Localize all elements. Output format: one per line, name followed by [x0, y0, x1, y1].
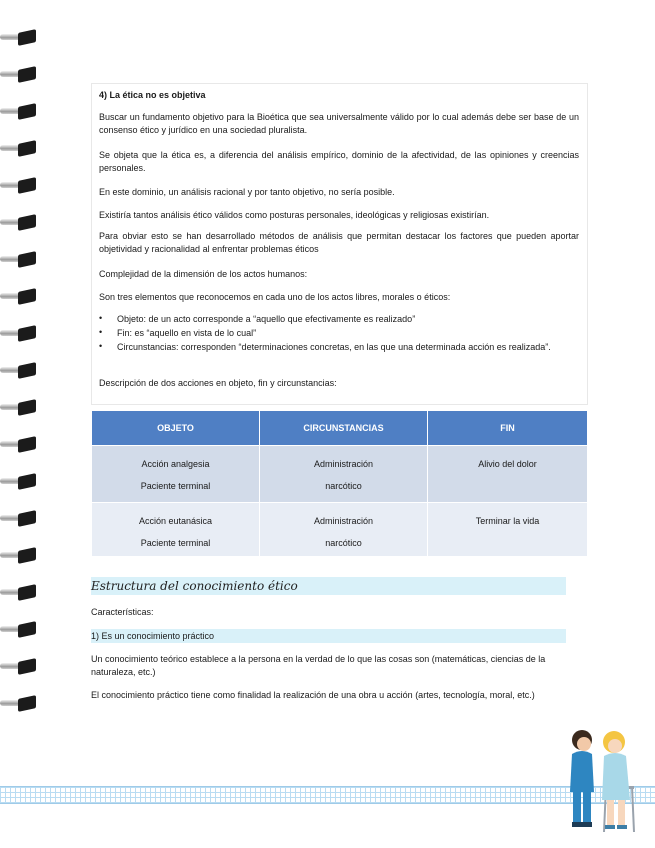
bullet-marker: • [99, 313, 103, 323]
spiral-ring [0, 622, 38, 638]
bullet-marker: • [99, 327, 103, 337]
cell-line: Paciente terminal [140, 538, 211, 548]
cell-objeto [92, 503, 260, 557]
spiral-ring [0, 585, 38, 601]
table-row [92, 446, 588, 503]
grid-border-strip [0, 786, 655, 804]
header-circunstancias: CIRCUNSTANCIAS [260, 411, 428, 446]
cell-circunstancias [260, 503, 428, 557]
paragraph-4: Existiría tantos análisis ético válidos como posturas personales, ideológicas y religiosas existirían. [99, 210, 490, 220]
spiral-ring [0, 215, 38, 231]
spiral-ring [0, 696, 38, 712]
acts-table [91, 410, 588, 557]
spiral-ring [0, 511, 38, 527]
spiral-ring [0, 252, 38, 268]
section-paragraph-1: Un conocimiento teórico establece a la persona en la verdad de lo que las cosas son (matemáticas, ciencias de la naturaleza, etc.) [91, 654, 546, 677]
subsection-heading: 1) Es un conocimiento práctico [91, 629, 566, 643]
nurse-patient-illustration [560, 720, 640, 835]
text-card [91, 83, 588, 405]
spiral-ring [0, 400, 38, 416]
spiral-ring [0, 104, 38, 120]
bullet-marker: • [99, 341, 103, 351]
card-heading: 4) La ética no es objetiva [99, 90, 206, 100]
cell-line: Administración [313, 459, 374, 469]
bullet-item: Objeto: de un acto corresponde a “aquello que efectivamente es realizado” [117, 314, 416, 324]
caracteristicas-label: Características: [91, 607, 154, 617]
cell-fin [428, 503, 588, 557]
cell-line: Terminar la vida [475, 516, 540, 526]
spiral-ring [0, 178, 38, 194]
cell-line: Alivio del dolor [478, 459, 537, 469]
paragraph-1: Buscar un fundamento objetivo para la Bioética que sea universalmente válido por lo cual además debe ser base de un consenso ético y jurídico en una sociedad pluralista. [99, 112, 579, 135]
spiral-ring [0, 437, 38, 453]
spiral-ring [0, 548, 38, 564]
bullet-item: Circunstancias: corresponden “determinaciones concretas, en las que una determinada acción es realizada”. [117, 342, 551, 352]
header-objeto: OBJETO [92, 411, 260, 446]
paragraph-5: Para obviar esto se han desarrollado métodos de análisis que permitan destacar los factores que pueden aportar objetividad y racionalidad al enfrentar problemas éticos [99, 231, 579, 254]
spiral-ring [0, 363, 38, 379]
header-fin: FIN [428, 411, 588, 446]
table-header-row [92, 411, 588, 446]
cell-line: Acción eutanásica [138, 516, 213, 526]
bullet-item: Fin: es “aquello en vista de lo cual” [117, 328, 257, 338]
cell-objeto [92, 446, 260, 503]
spiral-ring [0, 659, 38, 675]
cell-line: narcótico [325, 481, 362, 491]
section-paragraph-2: El conocimiento práctico tiene como finalidad la realización de una obra u acción (artes, tecnología, moral, etc.) [91, 690, 535, 700]
paragraph-7: Son tres elementos que reconocemos en cada uno de los actos libres, morales o éticos: [99, 292, 451, 302]
paragraph-6: Complejidad de la dimensión de los actos humanos: [99, 269, 308, 279]
cell-line: Administración [313, 516, 374, 526]
table-row [92, 503, 588, 557]
paragraph-8: Descripción de dos acciones en objeto, fin y circunstancias: [99, 378, 337, 388]
spiral-ring [0, 474, 38, 490]
spiral-ring [0, 289, 38, 305]
cell-line: Paciente terminal [140, 481, 211, 491]
spiral-ring [0, 30, 38, 46]
cell-line: narcótico [325, 538, 362, 548]
spiral-ring [0, 67, 38, 83]
section-title: Estructura del conocimiento ético [91, 577, 566, 595]
spiral-ring [0, 141, 38, 157]
spiral-ring [0, 326, 38, 342]
paragraph-3: En este dominio, un análisis racional y por tanto objetivo, no sería posible. [99, 187, 395, 197]
cell-circunstancias [260, 446, 428, 503]
cell-line: Acción analgesia [141, 459, 210, 469]
cell-fin [428, 446, 588, 503]
paragraph-2: Se objeta que la ética es, a diferencia del análisis empírico, dominio de la afectividad, de las opiniones y creencias personales. [99, 150, 579, 173]
